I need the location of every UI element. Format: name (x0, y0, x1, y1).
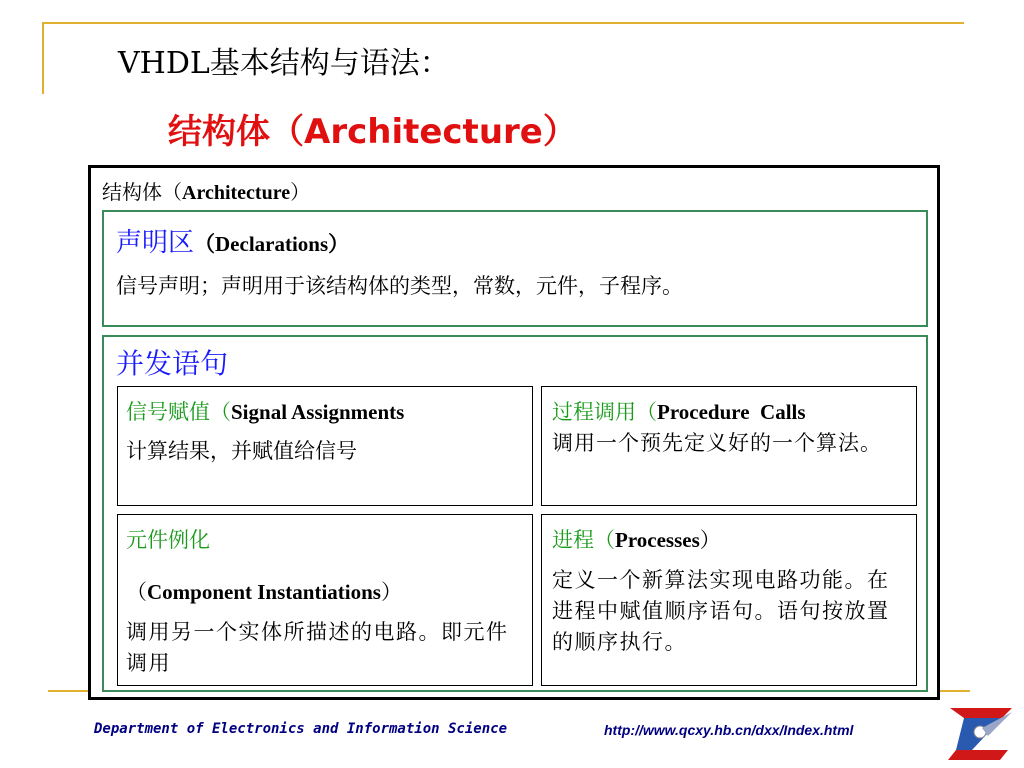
top-rule (44, 22, 964, 24)
page-title: VHDL基本结构与语法： (118, 46, 450, 81)
architecture-label: 结构体（Architecture） (102, 180, 311, 204)
processes-heading: 进程（Processes） (552, 528, 721, 552)
page-subtitle: 结构体（Architecture） (168, 112, 577, 152)
processes-text: 定义一个新算法实现电路功能。在进程中赋值顺序语句。语句按放置的顺序执行。 (552, 568, 890, 654)
component-instantiations-text: 调用另一个实体所描述的电路。即元件调用 (126, 620, 509, 675)
declarations-heading: 声明区（Declarations） (116, 228, 350, 258)
procedure-calls-text: 调用一个预先定义好的一个算法。 (552, 431, 882, 455)
college-logo-icon (942, 702, 1018, 764)
signal-assignments-heading: 信号赋值（Signal Assignments (126, 400, 405, 424)
component-instantiations-subheading: （Component Instantiations） (126, 580, 402, 604)
component-instantiations-heading: 元件例化 (126, 528, 210, 552)
left-rule (42, 22, 44, 94)
footer-url-link[interactable]: http://www.qcxy.hb.cn/dxx/Index.html (604, 722, 854, 738)
signal-assignments-text: 计算结果，并赋值给信号 (126, 439, 357, 463)
concurrent-statements-heading: 并发语句 (116, 347, 229, 380)
footer-department: Department of Electronics and Information Science (94, 721, 508, 737)
declarations-text: 信号声明；声明用于该结构体的类型，常数，元件，子程序。 (116, 274, 683, 298)
procedure-calls-heading: 过程调用（Procedure Calls (552, 400, 806, 424)
